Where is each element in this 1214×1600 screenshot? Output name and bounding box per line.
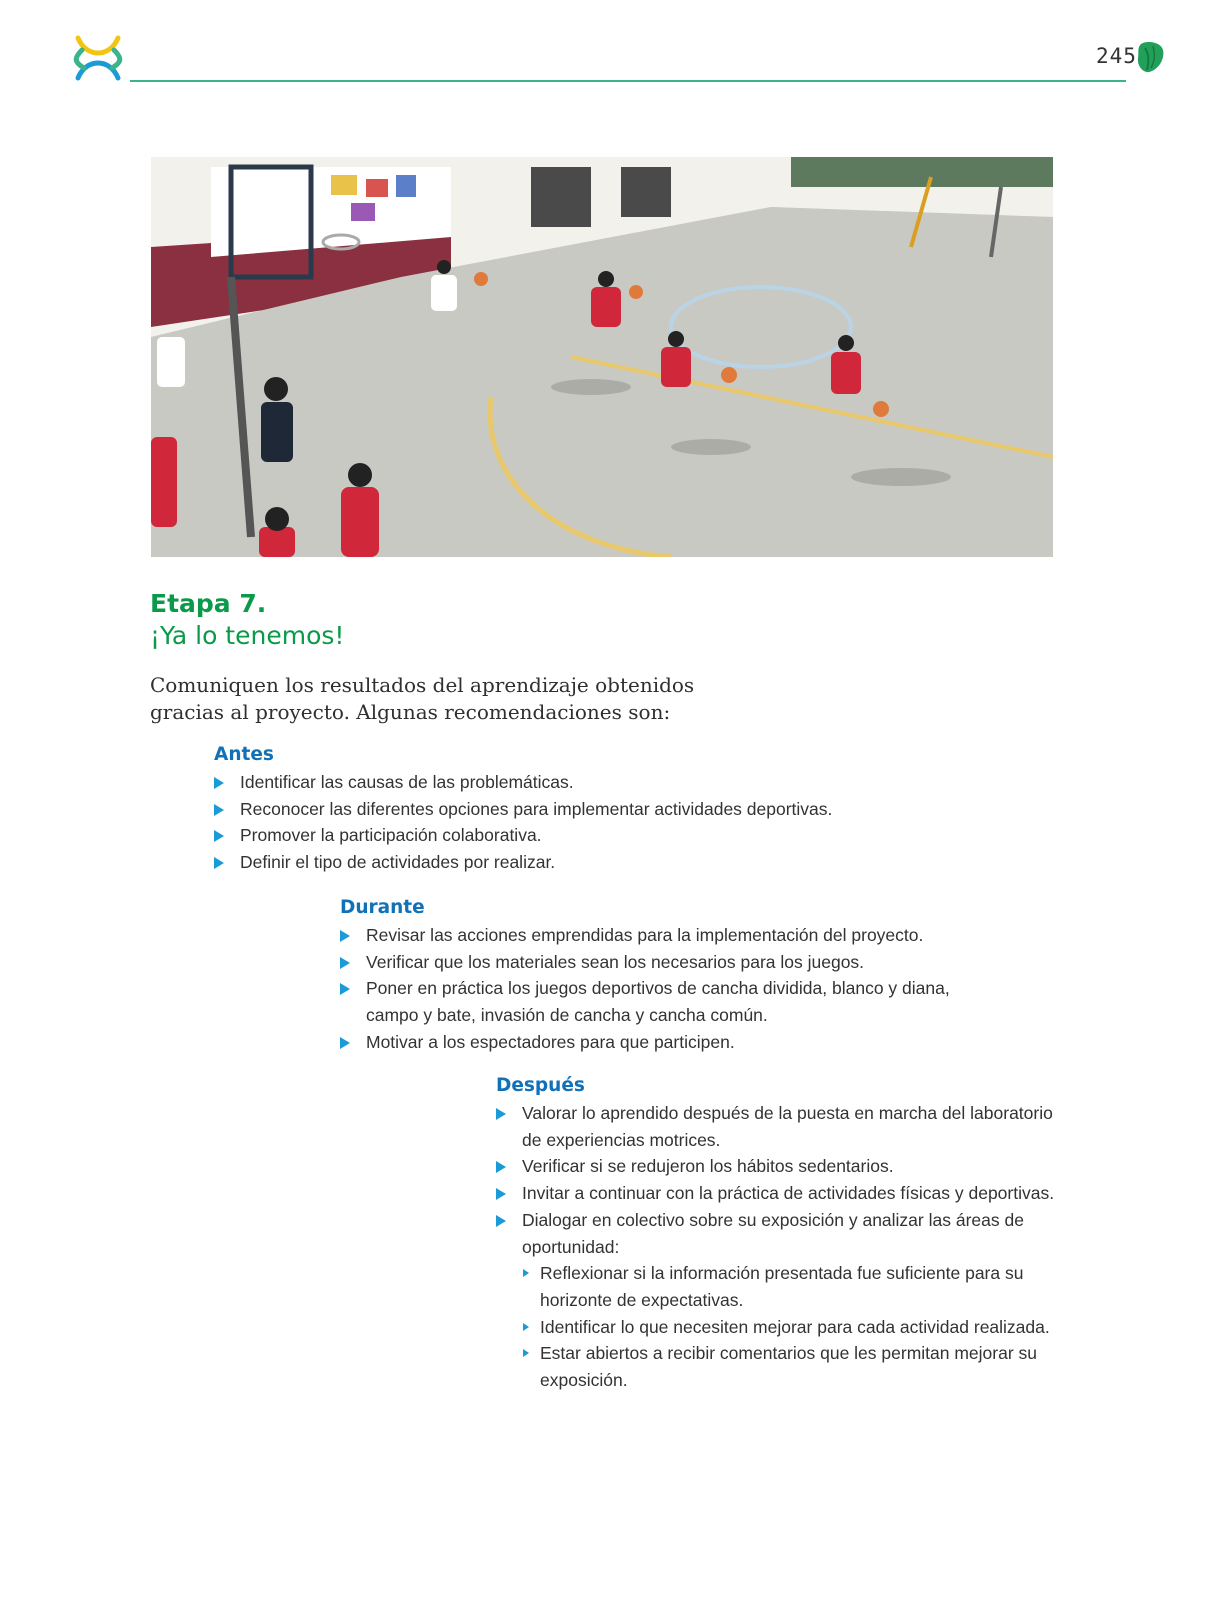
green-leaf-icon (1135, 40, 1165, 74)
list-item: Identificar las causas de las problemáticas. (214, 769, 894, 796)
section-title-after: Después (496, 1075, 585, 1096)
list-item: Revisar las acciones emprendidas para la implementación del proyecto. (340, 922, 980, 949)
interlocking-rings-logo-icon (72, 32, 124, 84)
page-number: 245 (1096, 44, 1137, 68)
list-item: Promover la participación colaborativa. (214, 822, 894, 849)
after-list (496, 1100, 1056, 1394)
sub-list-item: Identificar lo que necesiten mejorar para cada actividad realizada. (522, 1314, 1056, 1341)
list-item-with-sublist (496, 1207, 1056, 1394)
list-item: Valorar lo aprendido después de la puesta en marcha del laboratorio de experiencias motrices. (496, 1100, 1056, 1153)
schoolyard-basketball-photo (151, 157, 1053, 557)
list-item: Verificar si se redujeron los hábitos sedentarios. (496, 1153, 1056, 1180)
stage-title: ¡Ya lo tenemos! (150, 621, 345, 650)
after-sublist (522, 1260, 1056, 1394)
before-list (214, 769, 894, 876)
sub-list-item: Reflexionar si la información presentada fue suficiente para su horizonte de expectativas. (522, 1260, 1056, 1313)
sub-list-item: Estar abiertos a recibir comentarios que les permitan mejorar su exposición. (522, 1340, 1056, 1393)
header-rule (130, 80, 1126, 82)
list-item: Reconocer las diferentes opciones para implementar actividades deportivas. (214, 796, 894, 823)
intro-paragraph: Comuniquen los resultados del aprendizaje obtenidos gracias al proyecto. Algunas recomendaciones son: (150, 673, 695, 724)
list-item: Poner en práctica los juegos deportivos de cancha dividida, blanco y diana, campo y bate, invasión de cancha y cancha común. (340, 975, 980, 1028)
stage-number: Etapa 7. (150, 589, 267, 618)
list-item: Verificar que los materiales sean los necesarios para los juegos. (340, 949, 980, 976)
list-item: Motivar a los espectadores para que participen. (340, 1029, 980, 1056)
list-item-text: Dialogar en colectivo sobre su exposición y analizar las áreas de oportunidad: (522, 1209, 1024, 1257)
list-item: Invitar a continuar con la práctica de actividades físicas y deportivas. (496, 1180, 1056, 1207)
section-title-before: Antes (214, 744, 274, 765)
section-title-during: Durante (340, 897, 425, 918)
during-list (340, 922, 980, 1056)
list-item: Definir el tipo de actividades por realizar. (214, 849, 894, 876)
